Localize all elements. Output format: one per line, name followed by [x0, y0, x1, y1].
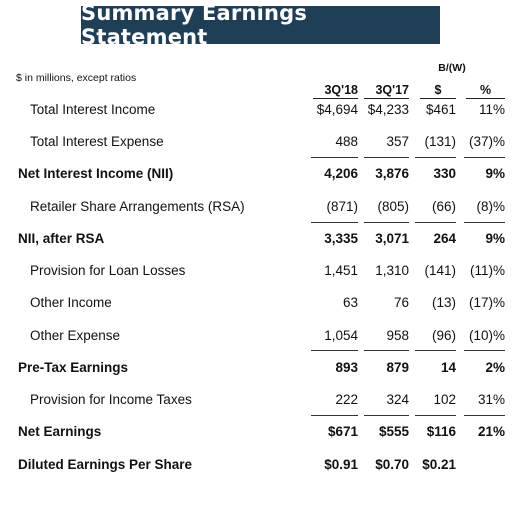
row-label: Diluted Earnings Per Share	[18, 457, 193, 472]
value-3q17: 76	[393, 295, 409, 310]
value-3q18: 1,054	[324, 328, 358, 343]
value-percent-change: (17)%	[468, 295, 505, 310]
subtotal-rule	[464, 350, 505, 351]
value-percent-change: 11%	[478, 102, 505, 117]
better-worse-header: B/(W)	[438, 62, 466, 74]
value-percent-change: 2%	[485, 360, 505, 375]
row-provision-for-loan-losses	[0, 263, 517, 285]
row-other-expense	[0, 328, 517, 350]
value-percent-change: 9%	[485, 166, 505, 181]
subtotal-rule	[364, 415, 409, 416]
value-3q18: 222	[335, 392, 358, 407]
statement-title: Summary Earnings Statement	[81, 6, 440, 44]
row-label: Other Expense	[30, 328, 121, 343]
subtotal-rule	[311, 157, 358, 158]
row-net-interest-income	[0, 166, 517, 188]
subtotal-rule	[415, 350, 456, 351]
value-percent-change: (37)%	[468, 134, 505, 149]
value-dollar-change: $0.21	[422, 457, 456, 472]
subtotal-rule	[364, 222, 409, 223]
value-3q18: $4,694	[316, 102, 358, 117]
subtotal-rule	[464, 157, 505, 158]
value-percent-change: (8)%	[476, 199, 505, 214]
value-dollar-change: (131)	[424, 134, 456, 149]
row-other-income	[0, 295, 517, 317]
subtotal-rule	[311, 415, 358, 416]
row-total-interest-expense	[0, 134, 517, 156]
value-3q17: 1,310	[375, 263, 409, 278]
value-3q18: $671	[327, 424, 358, 439]
column-header-3q18: 3Q'18	[313, 83, 358, 99]
row-diluted-eps	[0, 457, 517, 479]
value-3q17: 879	[386, 360, 409, 375]
value-percent-change: (10)%	[468, 328, 505, 343]
column-header-dollar-change: $	[420, 83, 456, 99]
row-label: Provision for Loan Losses	[30, 263, 186, 278]
value-percent-change: 31%	[477, 392, 505, 407]
value-dollar-change: (96)	[431, 328, 456, 343]
value-3q17: 958	[386, 328, 409, 343]
value-3q18: 3,335	[324, 231, 358, 246]
subtotal-rule	[464, 415, 505, 416]
value-3q17: 357	[386, 134, 409, 149]
value-dollar-change: (66)	[431, 199, 456, 214]
row-net-earnings	[0, 424, 517, 446]
row-label: Retailer Share Arrangements (RSA)	[30, 199, 245, 214]
subtotal-rule	[311, 350, 358, 351]
value-dollar-change: 330	[433, 166, 456, 181]
value-3q17: (805)	[377, 199, 409, 214]
subtotal-rule	[415, 222, 456, 223]
value-percent-change: (11)%	[469, 263, 505, 278]
row-label: Other Income	[30, 295, 112, 310]
column-header-percent-change: %	[466, 83, 505, 99]
row-label: Provision for Income Taxes	[30, 392, 192, 407]
row-label: Total Interest Income	[30, 102, 156, 117]
value-3q18: 1,451	[324, 263, 358, 278]
subtotal-rule	[464, 222, 505, 223]
value-3q18: $0.91	[324, 457, 358, 472]
value-3q18: (871)	[326, 199, 358, 214]
value-3q18: 488	[335, 134, 358, 149]
row-retailer-share-arrangements	[0, 199, 517, 221]
value-3q18: 893	[335, 360, 358, 375]
value-3q17: $0.70	[375, 457, 409, 472]
subtotal-rule	[415, 157, 456, 158]
value-percent-change: 9%	[485, 231, 505, 246]
row-provision-for-income-taxes	[0, 392, 517, 414]
subtotal-rule	[364, 350, 409, 351]
value-percent-change: 21%	[477, 424, 505, 439]
value-dollar-change: $116	[426, 424, 456, 439]
subtotal-rule	[311, 222, 358, 223]
value-dollar-change: (13)	[431, 295, 456, 310]
row-nii-after-rsa	[0, 231, 517, 253]
units-note: $ in millions, except ratios	[16, 72, 137, 84]
subtotal-rule	[364, 157, 409, 158]
value-3q17: 3,876	[375, 166, 409, 181]
subtotal-rule	[415, 415, 456, 416]
row-label: NII, after RSA	[18, 231, 105, 246]
value-dollar-change: 102	[433, 392, 456, 407]
column-header-3q17: 3Q'17	[364, 83, 409, 99]
value-dollar-change: 14	[440, 360, 456, 375]
value-3q17: $4,233	[367, 102, 409, 117]
row-label: Net Interest Income (NII)	[18, 166, 174, 181]
row-total-interest-income	[0, 102, 517, 124]
value-3q18: 63	[342, 295, 358, 310]
value-dollar-change: 264	[433, 231, 456, 246]
value-dollar-change: (141)	[424, 263, 456, 278]
value-3q17: 3,071	[375, 231, 409, 246]
value-dollar-change: $461	[425, 102, 456, 117]
value-3q17: 324	[386, 392, 409, 407]
value-3q18: 4,206	[324, 166, 358, 181]
value-3q17: $555	[378, 424, 409, 439]
row-label: Total Interest Expense	[30, 134, 164, 149]
row-label: Pre-Tax Earnings	[18, 360, 129, 375]
row-label: Net Earnings	[18, 424, 102, 439]
row-pre-tax-earnings	[0, 360, 517, 382]
